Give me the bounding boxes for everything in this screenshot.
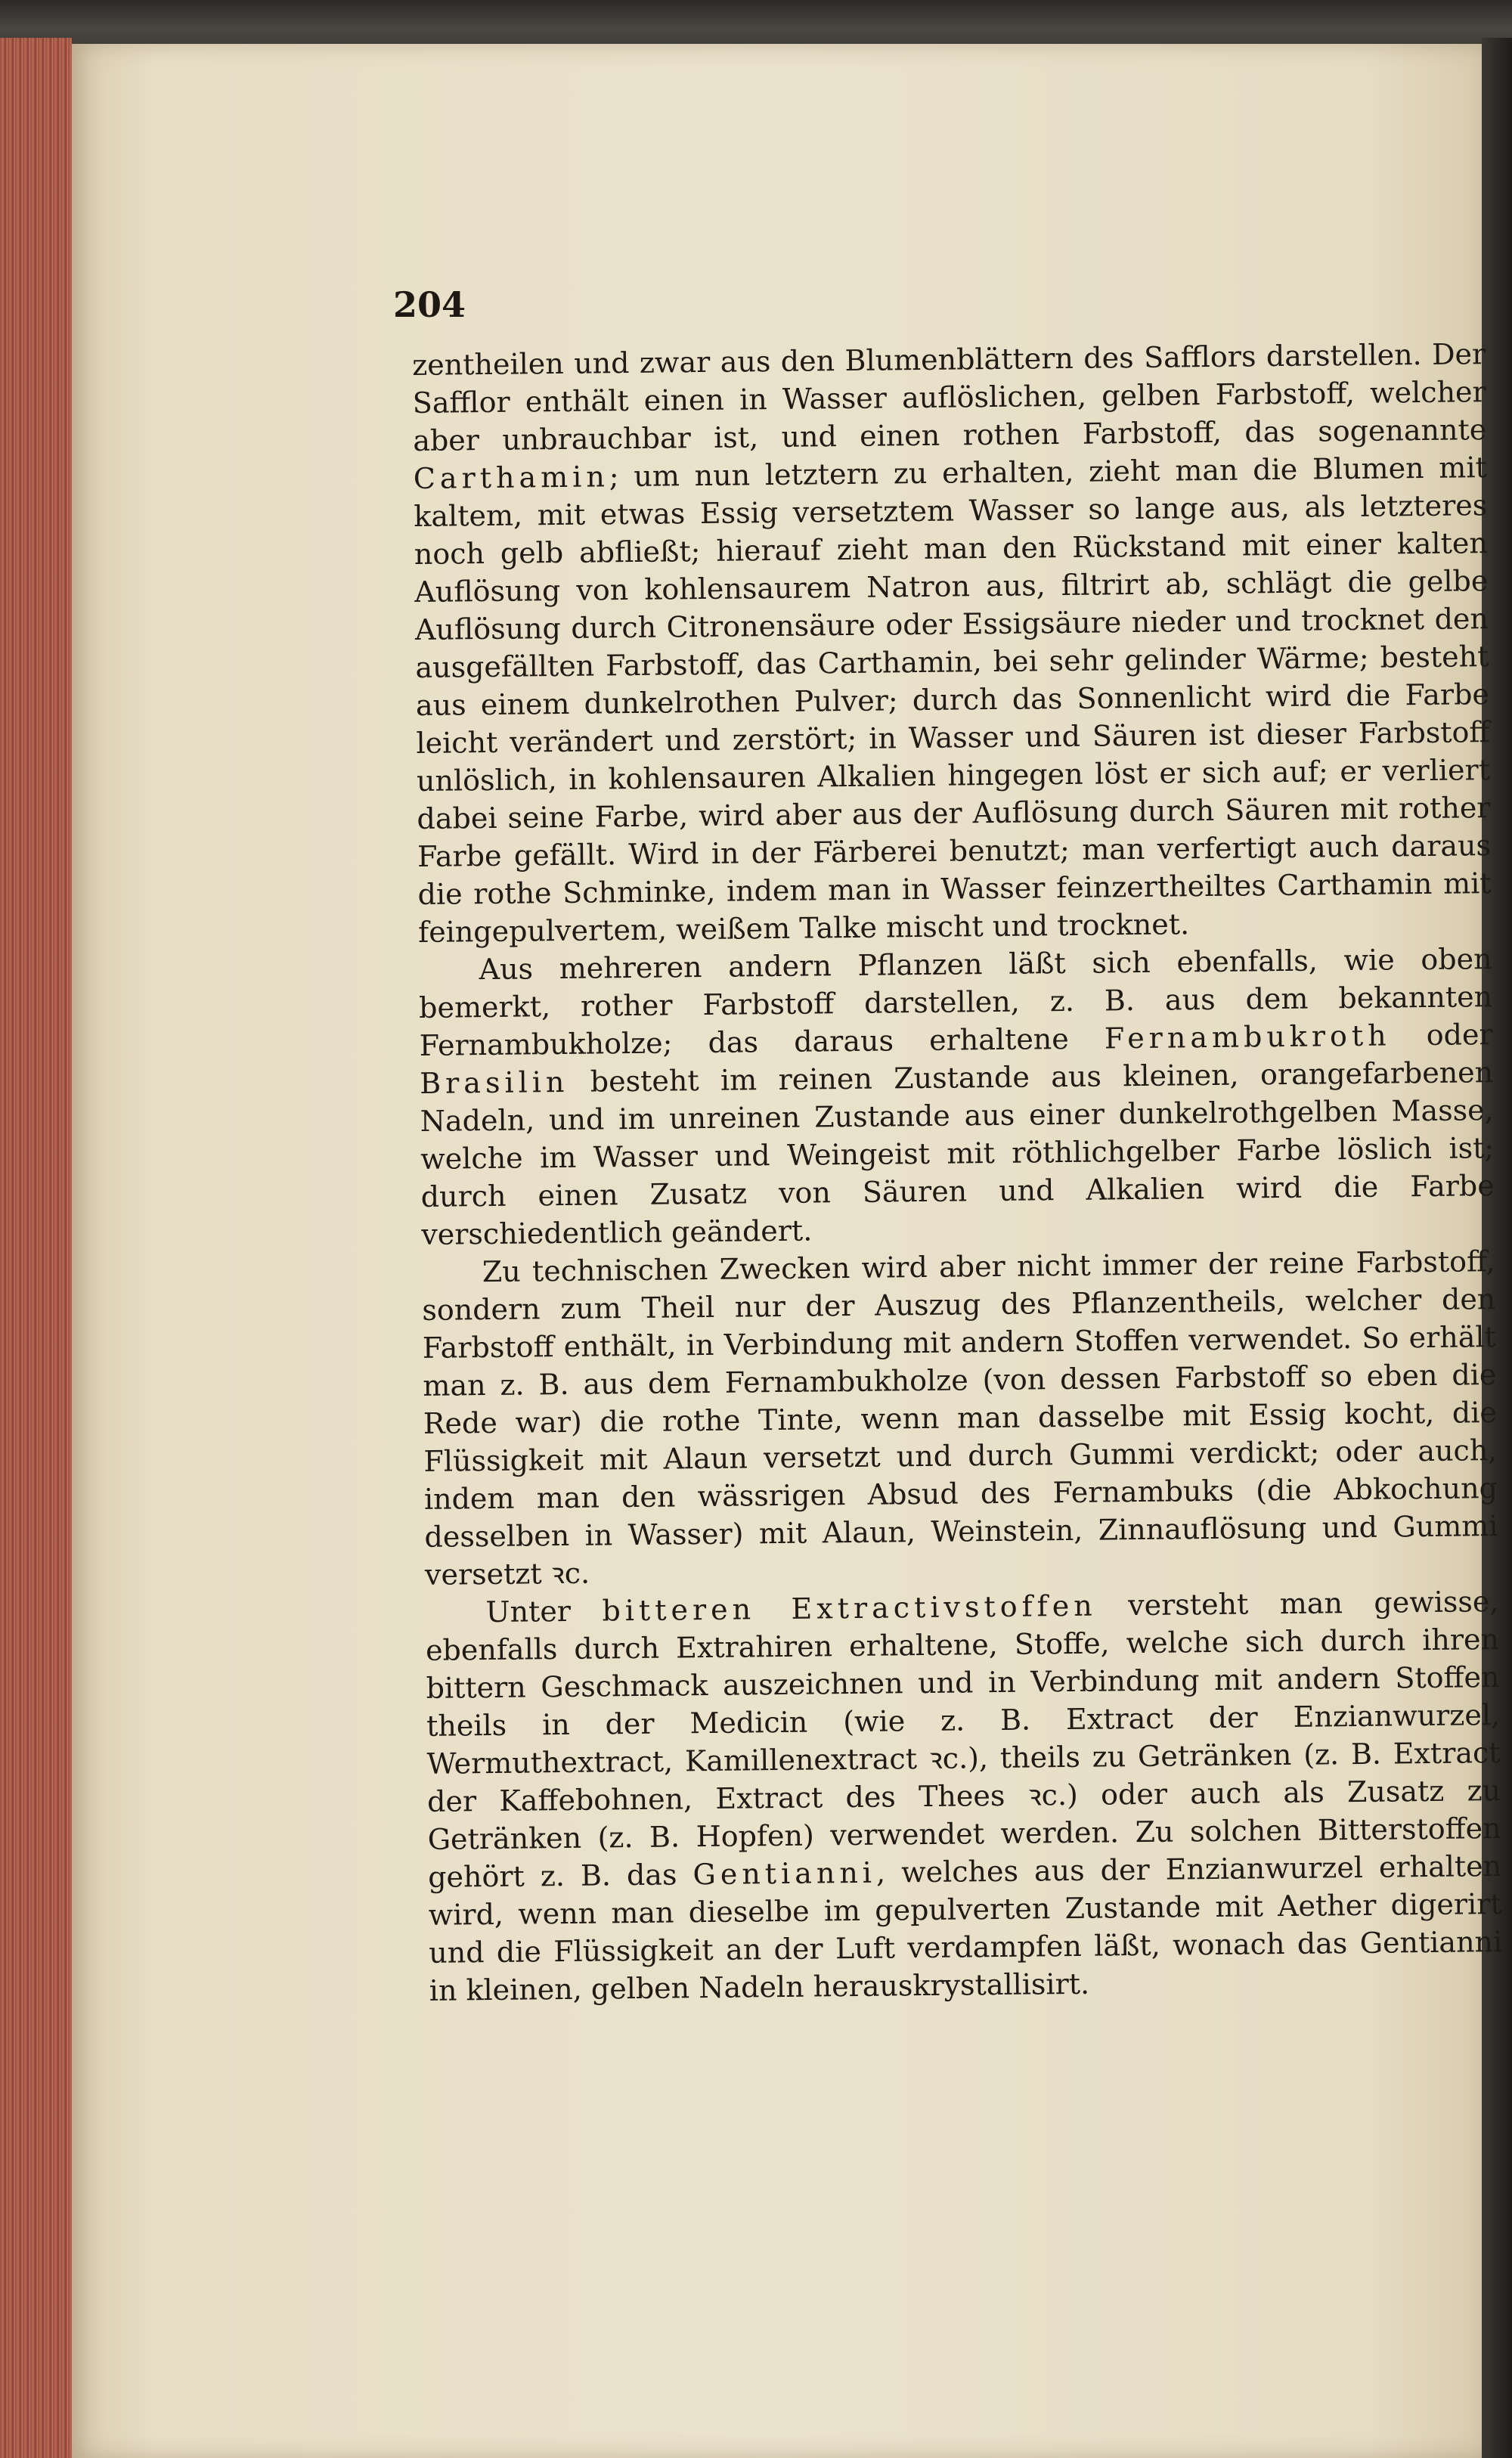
text-run: besteht im reinen Zustande aus kleinen, orangefarbenen Nadeln, und im unreinen Zustande aus einer dunkelrothgelben Masse, welche im Wasser und Weingeist mit röthlichgelber Farbe löslich ist; durch einen Zusatz von Säuren und Alkalien wird die Farbe verschiedentlich geändert. (420, 1055, 1495, 1251)
text-run: Zu technischen Zwecken wird aber nicht immer der reine Farbstoff, sondern zum Theil nur der Auszug des Pflanzentheils, welcher den Farbstoff enthält, in Verbindung mit andern Stoffen verwendet. So erhält man z. B. aus dem Fernambukholze (von dessen Farbstoff so eben die Rede war) die rothe Tinte, wenn man dasselbe mit Essig kocht, die Flüssigkeit mit Alaun versetzt und durch Gummi verdickt; oder auch, indem man den wässrigen Absud des Fernambuks (die Abkochung desselben in Wasser) mit Alaun, Weinstein, Zinnauflösung und Gummi versetzt ꝛc. (422, 1244, 1498, 1592)
text-run: ; um nun letztern zu erhalten, zieht man die Blumen mit kaltem, mit etwas Essig versetztem Wasser so lange aus, als letzteres noch gelb abfließt; hierauf zieht man den Rückstand mit einer kalten Auflösung von kohlensaurem Natron aus, filtrirt ab, schlägt die gelbe Auflösung durch Citronensäure oder Essigsäure nieder und trocknet den ausgefällten Farbstoff, das Carthamin, bei sehr gelinder Wärme; besteht aus einem dunkelrothen Pulver; durch das Sonnenlicht wird die Farbe leicht verändert und zerstört; in Wasser und Säuren ist dieser Farbstoff unlöslich, in kohlensauren Alkalien hingegen löst er sich auf; er verliert dabei seine Farbe, wird aber aus der Auflösung durch Säuren mit rother Farbe gefällt. Wird in der Färberei benutzt; man verfertigt auch daraus die rothe Schminke, indem man in Wasser feinzertheiltes Carthamin mit feingepulvertem, weißem Talke mischt und trocknet. (414, 451, 1492, 949)
text-run: zentheilen und zwar aus den Blumenblättern des Safflors darstellen. Der Safflor enthält einen in Wasser auflöslichen, gelben Farbstoff, welcher aber unbrauchbar ist, und einen rothen Farbstoff, das sogenannte (412, 337, 1487, 457)
spaced-term: Carthamin (413, 460, 610, 495)
paragraph-p3 (422, 1242, 1499, 1594)
spaced-term: Fernambukroth (1104, 1018, 1391, 1055)
text-run: oder (1390, 1018, 1493, 1052)
paragraph-p4 (425, 1582, 1503, 2010)
body-text (412, 335, 1503, 2010)
book-page-edges (0, 38, 72, 2458)
book-page (72, 44, 1503, 2458)
spaced-term: Gentianni (692, 1855, 877, 1892)
paragraph-p2 (418, 940, 1495, 1254)
page-number: 204 (393, 284, 466, 325)
text-run: Aus mehreren andern Pflanzen läßt sich ebenfalls, wie oben bemerkt, rother Farbstoff darstellen, z. B. aus dem bekannten Fernambukholze; das daraus erhaltene (418, 942, 1493, 1062)
paragraph-p1 (412, 335, 1492, 951)
spaced-term: Brasilin (419, 1065, 569, 1100)
text-run: versteht man gewisse, ebenfalls durch Extrahiren erhaltene, Stoffe, welche sich durch ihren bittern Geschmack auszeichnen und in Verbindung mit andern Stoffen theils in der Medicin (wie z. B. Extract der Enzianwurzel, Wermuthextract, Kamillenextract ꝛc.), theils zu Getränken (z. B. Extract der Kaffebohnen, Extract des Thees ꝛc.) oder auch als Zusatz zu Getränken (z. B. Hopfen) verwendet werden. Zu solchen Bitterstoffen gehört z. B. das (425, 1585, 1501, 1894)
text-run: Unter (485, 1594, 603, 1629)
text-run: , welches aus der Enzianwurzel erhalten wird, wenn man dieselbe im gepulverten Zustande mit Aether digerirt und die Flüssigkeit an der Luft verdampfen läßt, wonach das Gentianni in kleinen, gelben Nadeln herauskrystallisirt. (428, 1849, 1503, 2007)
spaced-term: bitteren Extractivstoffen (602, 1589, 1097, 1628)
